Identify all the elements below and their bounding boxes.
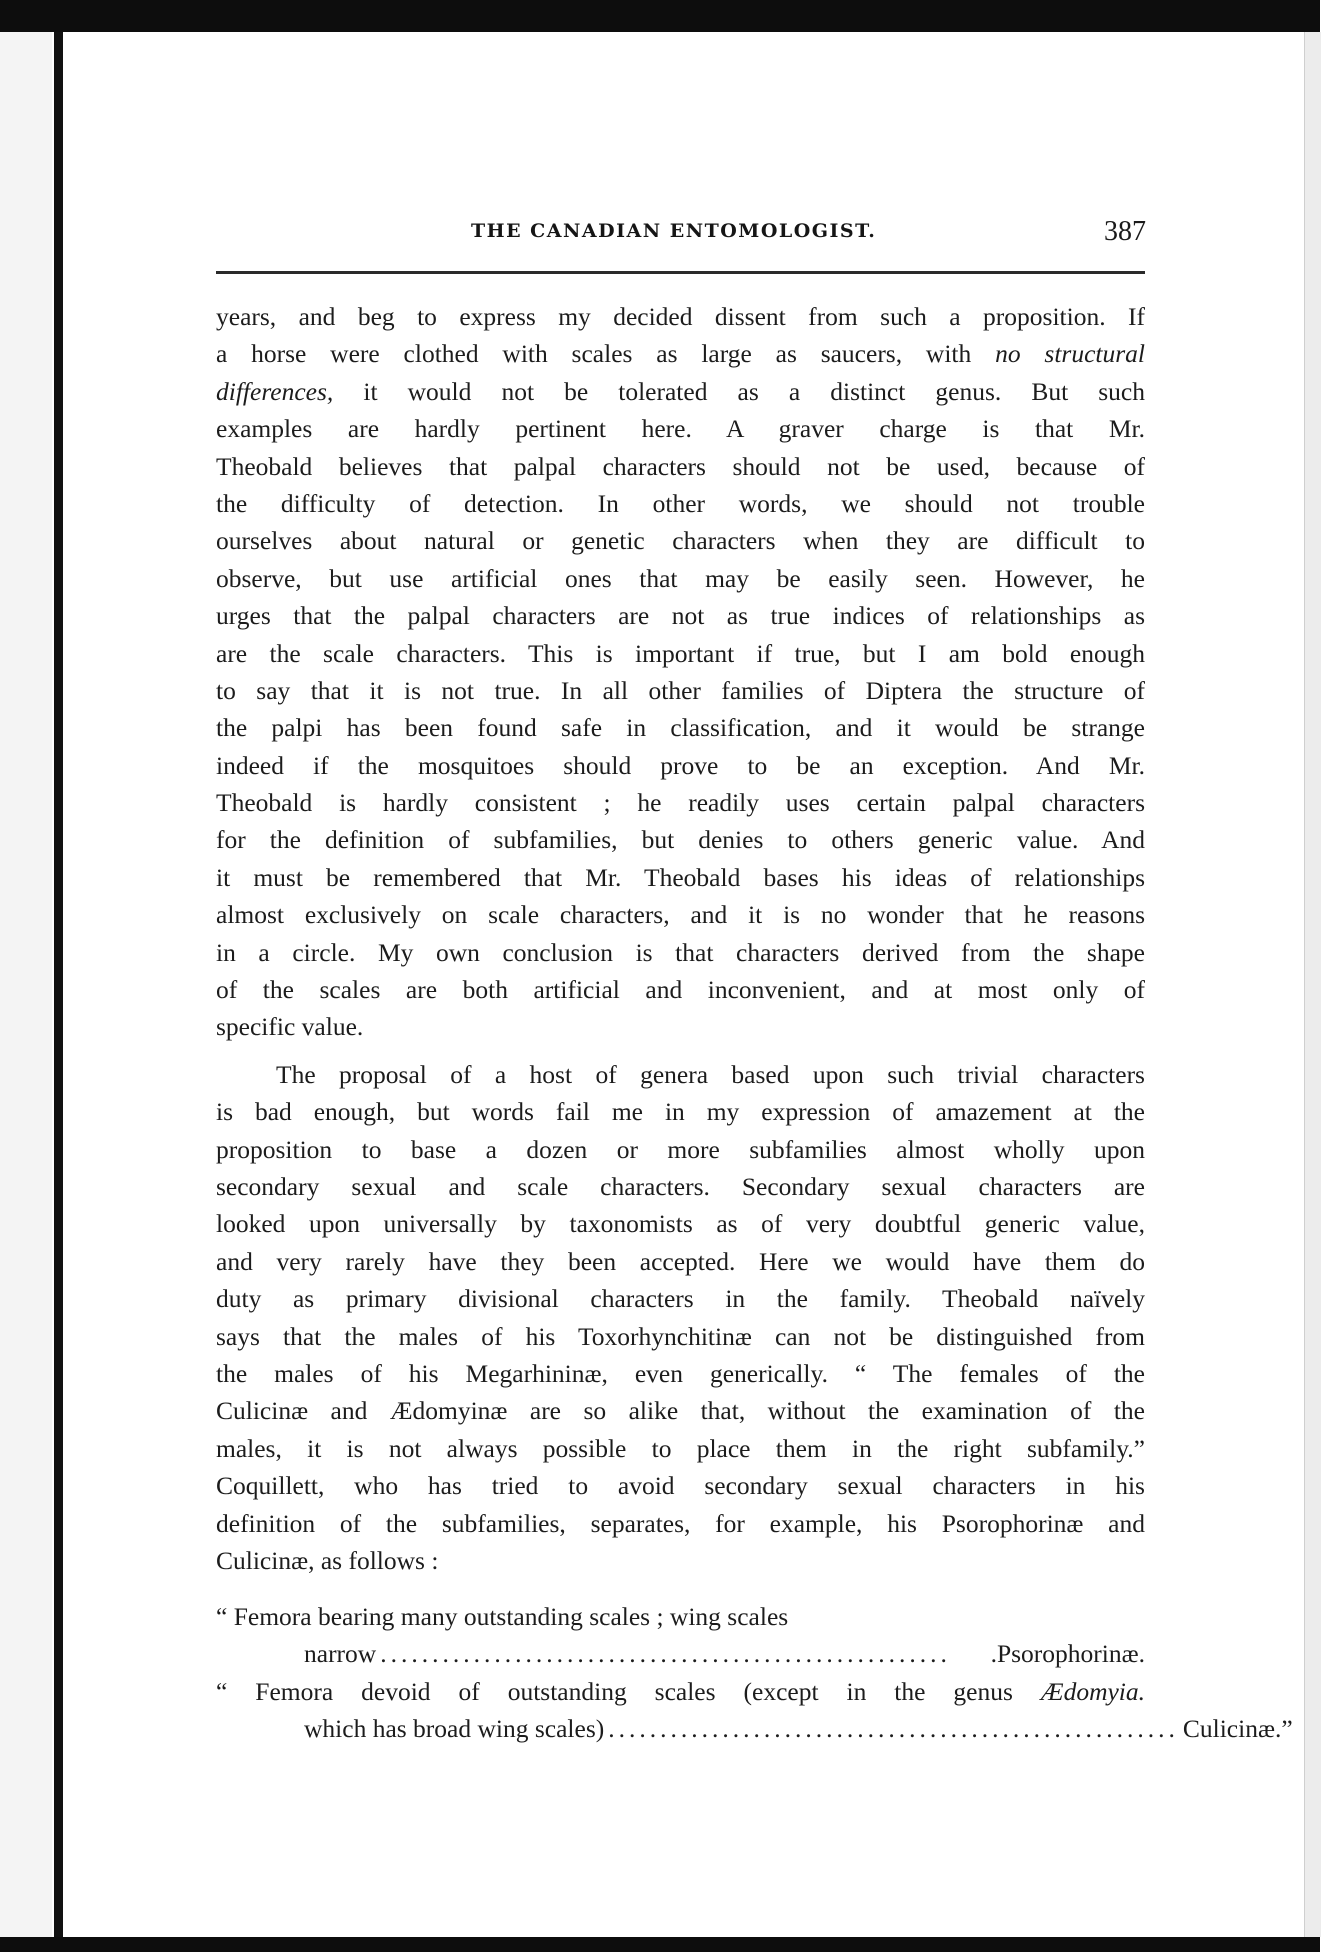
text-line: the difficulty of detection. In other words, we should not trouble (216, 488, 1145, 518)
key-entry-continuation (216, 1710, 1293, 1747)
text-line: Culicinæ and Ædomyinæ are so alike that, without the examination of the (216, 1396, 1145, 1426)
scan-left-margin (0, 32, 52, 1937)
running-head (216, 216, 1146, 256)
text-line: indeed if the mosquitoes should prove to be an exception. And Mr. (216, 750, 1145, 780)
header-rule (216, 271, 1145, 274)
text-line: in a circle. My own conclusion is that characters derived from the shape (216, 937, 1145, 967)
text-line: specific value. (216, 1012, 364, 1042)
text-line: Theobald believes that palpal characters should not be used, because of (216, 451, 1145, 481)
dot-leader: ....................................................... (608, 1714, 1179, 1744)
scan-bottom-border (0, 1937, 1320, 1952)
text-line: are the scale characters. This is important if true, but I am bold enough (216, 638, 1145, 668)
text-line: for the definition of subfamilies, but denies to others generic value. And (216, 825, 1145, 855)
paragraph (216, 1056, 1145, 1579)
body-text (216, 298, 1145, 1579)
key-entry-text: which has broad wing scales) (304, 1714, 605, 1744)
text-line: proposition to base a dozen or more subfamilies almost wholly upon (216, 1134, 1145, 1164)
taxonomic-key (216, 1598, 1293, 1748)
text-line: examples are hardly pertinent here. A graver charge is that Mr. (216, 414, 1145, 444)
text-line: males, it is not always possible to place them in the right subfamily.” (216, 1433, 1145, 1463)
text-line: looked upon universally by taxonomists as of very doubtful generic value, (216, 1209, 1145, 1239)
text-line: of the scales are both artificial and inconvenient, and at most only of (216, 975, 1145, 1005)
text-line: differences, it would not be tolerated as a distinct genus. But such (216, 376, 1145, 406)
taxon-name: Culicinæ.” (1182, 1714, 1293, 1744)
key-entry-continuation (216, 1635, 1145, 1672)
dot-leader: ....................................................... (380, 1639, 951, 1669)
text-line: observe, but use artificial ones that may be easily seen. However, he (216, 563, 1145, 593)
italic-phrase: no structural (995, 339, 1146, 369)
paragraph (216, 298, 1145, 1046)
page-number: 387 (1104, 216, 1146, 247)
text-line: urges that the palpal characters are not as true indices of relationships as (216, 601, 1145, 631)
book-spine-edge (54, 32, 63, 1937)
key-entry-line: “ Femora devoid of outstanding scales (except in the genus Ædomyia. (216, 1676, 1146, 1706)
text-line: is bad enough, but words fail me in my expression of amazement at the (216, 1097, 1145, 1127)
text-line: secondary sexual and scale characters. Secondary sexual characters are (216, 1171, 1145, 1201)
text-line: to say that it is not true. In all other families of Diptera the structure of (216, 675, 1145, 705)
text-line: almost exclusively on scale characters, and it is no wonder that he reasons (216, 900, 1145, 930)
text-line: duty as primary divisional characters in the family. Theobald naïvely (216, 1284, 1145, 1314)
italic-genus: Ædomyia. (1040, 1676, 1146, 1706)
text-line: and very rarely have they been accepted. Here we would have them do (216, 1246, 1145, 1276)
taxon-name: .Psorophorinæ. (990, 1639, 1145, 1669)
text-line: Coquillett, who has tried to avoid secondary sexual characters in his (216, 1471, 1145, 1501)
text-line: Theobald is hardly consistent ; he readily uses certain palpal characters (216, 788, 1145, 818)
key-entry-text: narrow (304, 1639, 377, 1669)
text-line: ourselves about natural or genetic characters when they are difficult to (216, 526, 1145, 556)
text-line: definition of the subfamilies, separates, for example, his Psorophorinæ and (216, 1508, 1145, 1538)
key-entry-line: “ Femora bearing many outstanding scales ; wing scales (216, 1602, 789, 1631)
journal-title: THE CANADIAN ENTOMOLOGIST. (471, 220, 877, 242)
text-line: the palpi has been found safe in classification, and it would be strange (216, 713, 1145, 743)
scan-top-border (0, 0, 1320, 32)
text-line: the males of his Megarhininæ, even generically. “ The females of the (216, 1358, 1145, 1388)
italic-phrase: differences, (216, 376, 334, 406)
text-line: a horse were clothed with scales as large as saucers, with no structural (216, 339, 1146, 369)
text-line: years, and beg to express my decided dissent from such a proposition. If (216, 302, 1145, 331)
text-line: says that the males of his Toxorhynchitinæ can not be distinguished from (216, 1321, 1145, 1351)
text-line: The proposal of a host of genera based upon such trivial characters (276, 1059, 1145, 1089)
scan-right-edge (1304, 32, 1321, 1937)
text-line: Culicinæ, as follows : (216, 1545, 439, 1575)
text-line: it must be remembered that Mr. Theobald bases his ideas of relationships (216, 862, 1145, 892)
